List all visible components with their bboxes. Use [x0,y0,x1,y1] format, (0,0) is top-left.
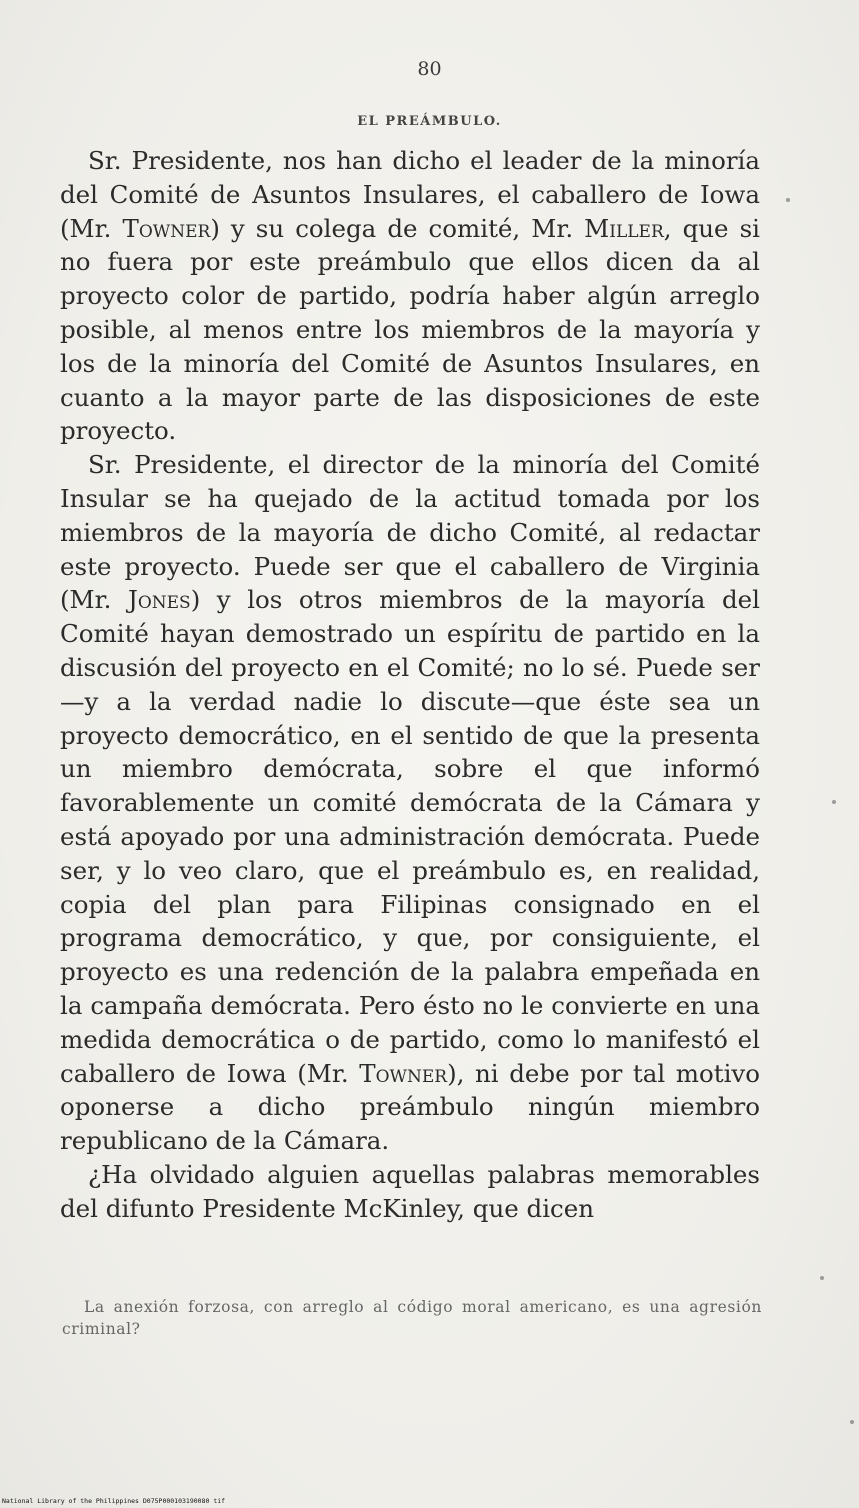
surname-smallcaps: Towner [122,213,211,243]
scan-speck [820,1276,824,1280]
text-run: Sr. Presidente, nos han dicho el leader de la minoría del Comité de Asuntos Insulares, el caballero de Iowa (Mr. [60,146,760,243]
scan-speck [832,800,836,804]
scan-identifier: National Library of the Philippines D075P000103190080 tif [2,1497,226,1505]
paragraph [60,1158,760,1226]
surname-smallcaps: Miller [584,213,664,243]
running-head: EL PREÁMBULO. [357,114,502,129]
body-text [60,144,760,1226]
text-run: , que si no fuera por este preámbulo que ellos dicen da al proyecto color de partido, podría haber algún arreglo posible, al menos entre los miembros de la mayoría y los de la minoría del Comité de Asuntos Insulares, en cuanto a la mayor parte de las disposiciones de este proyecto. [60,213,760,446]
surname-smallcaps: Jones [128,585,191,615]
page-number: 80 [417,58,442,80]
text-run: ) y su colega de comité, Mr. [210,213,585,243]
surname-smallcaps: Towner [359,1058,448,1088]
text-run: ¿Ha olvidado alguien aquellas palabras memorables del difunto Presidente McKinley, que dicen [60,1159,760,1223]
paragraph [60,448,760,1158]
text-run: Sr. Presidente, el director de la minoría del Comité Insular se ha quejado de la actitud tomada por los miembros de la mayoría de dicho Comité, al redactar este proyecto. Puede ser que el caballero de Virginia (Mr. [60,450,760,615]
scan-speck [786,198,790,202]
footnote: La anexión forzosa, con arreglo al código moral americano, es una agresión criminal? [62,1298,762,1338]
paragraph [60,144,760,448]
text-run: ) y los otros miembros de la mayoría del Comité hayan demostrado un espíritu de partido en la discusión del proyecto en el Comité; no lo sé. Puede ser—y a la verdad nadie lo discute—que éste sea un proyecto democrático, en el sentido de que la presenta un miembro demócrata, sobre el que informó favorablemente un comité demócrata de la Cámara y está apoyado por una administración demócrata. Puede ser, y lo veo claro, que el preámbulo es, en realidad, copia del plan para Filipinas consignado en el programa democrático, y que, por consiguiente, el proyecto es una redención de la palabra empeñada en la campaña demócrata. Pero ésto no le convierte en una medida democrática o de partido, como lo manifestó el caballero de Iowa (Mr. [60,585,760,1088]
text-run: ), ni debe por tal motivo oponerse a dicho preámbulo ningún miembro republicano de la Cámara. [60,1058,761,1156]
scan-speck [850,1420,854,1424]
